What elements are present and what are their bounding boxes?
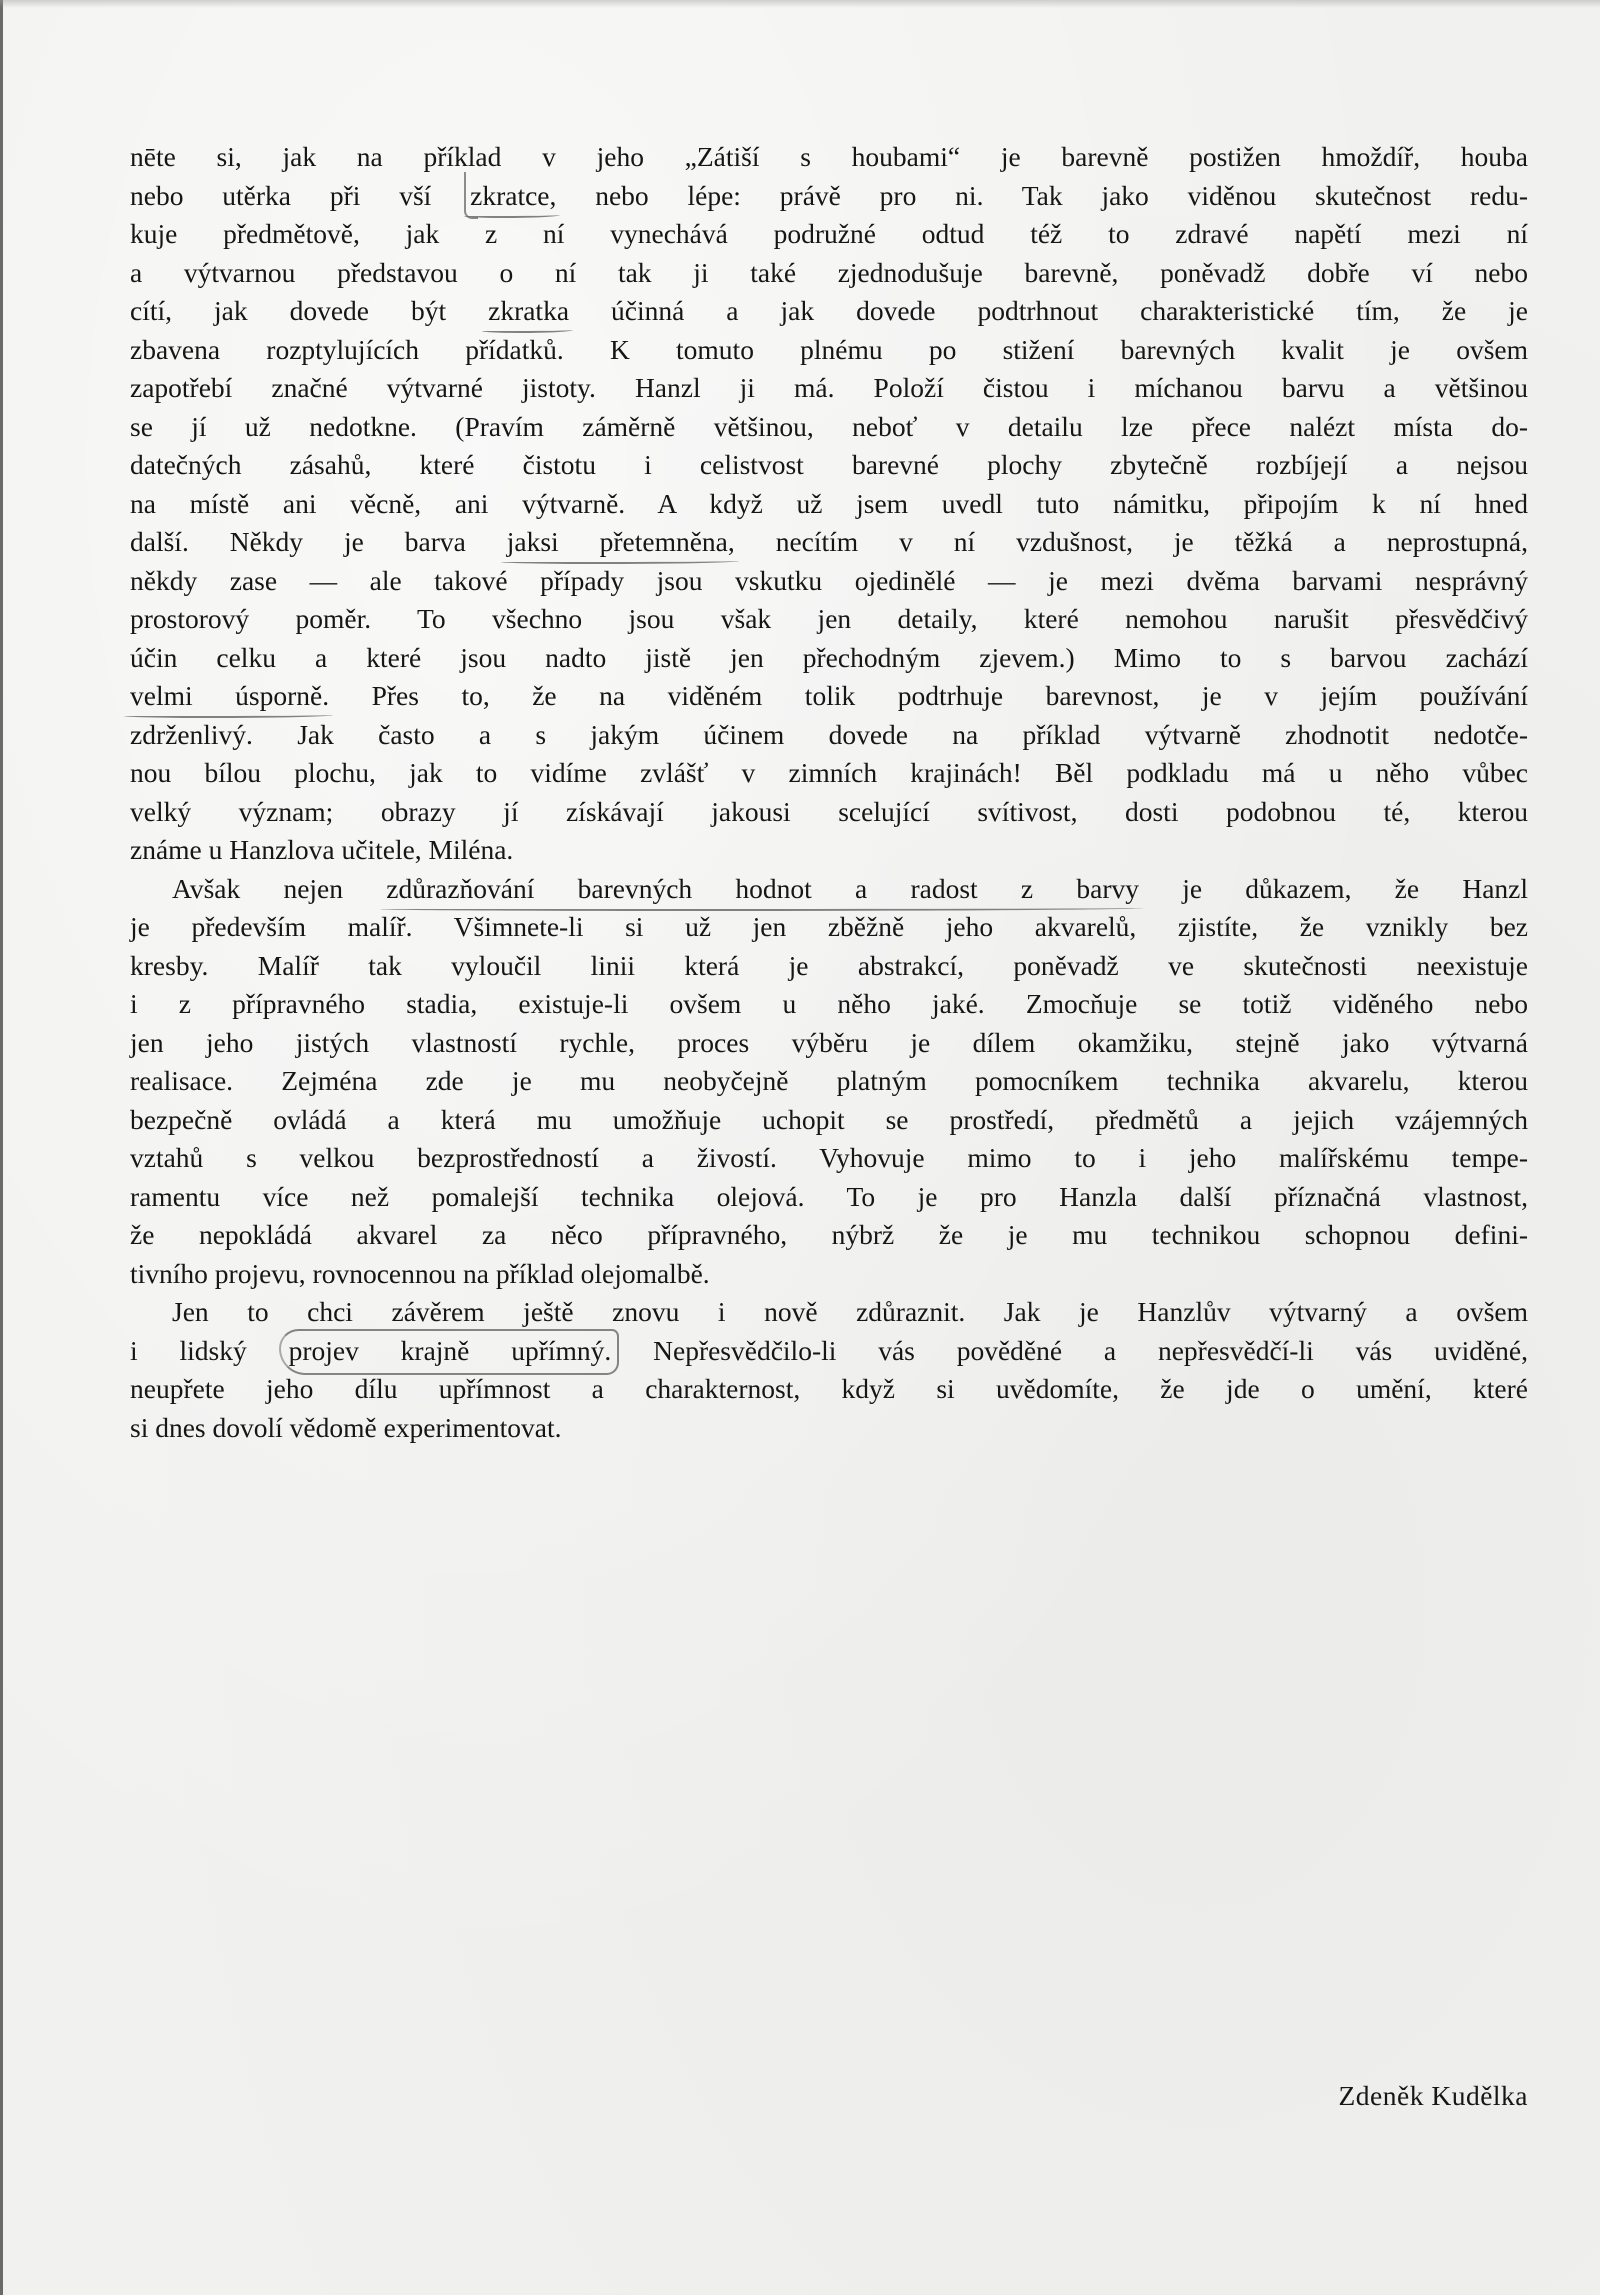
text-line: datečných zásahů, které čistotu i celistvost barevné plochy zbytečně rozbíjejí a nejsou — [130, 449, 1528, 480]
text-line: zbavena rozptylujících přídatků. K tomuto plnému po stižení barevných kvalit je ovšem — [130, 333, 1528, 365]
text-line: nou bílou plochu, jak to vidíme zvlášť v zimních krajinách! Běl podkladu má u něho vůbec — [130, 757, 1528, 788]
text-line: velký význam; obrazy jí získávají jakousi scelující svítivost, dosti podobnou té, kterou — [130, 795, 1528, 827]
text-line: vztahů s velkou bezprostředností a živostí. Vyhovuje mimo to i jeho malířskému tempe- — [130, 1142, 1528, 1173]
text-line: je především malíř. Všimnete-li si už jen zběžně jeho akvarelů, zjistíte, že vznikly bez — [130, 911, 1528, 942]
text-line: jen jeho jistých vlastností rychle, proces výběru je dílem okamžiku, stejně jako výtvarná — [130, 1026, 1528, 1058]
text-line: že nepokládá akvarel za něco přípravného, nýbrž že je mu technikou schopnou defini- — [130, 1219, 1528, 1250]
text-line: zdrženlivý. Jak často a s jakým účinem dovede na příklad výtvarně zhodnotit nedotče- — [130, 718, 1528, 750]
text-line: kresby. Malíř tak vyloučil linii která je abstrakcí, poněvadž ve skutečnosti neexistuje — [130, 949, 1528, 981]
text-line: na místě ani věcně, ani výtvarně. A když už jsem uvedl tuto námitku, připojím k ní hned — [130, 487, 1528, 519]
text-line: bezpečně ovládá a která mu umožňuje uchopit se prostředí, předmětů a jejich vzájemných — [130, 1103, 1528, 1135]
text-line: známe u Hanzlova učitele, Miléna. — [130, 834, 514, 865]
text-line: i lidský projev krajně upřímný. Nepřesvědčilo-li vás pověděné a nepřesvědčí-li vás uviděné, — [130, 1334, 1529, 1366]
underlined-phrase: velmi úsporně. — [130, 680, 330, 711]
underlined-phrase: jaksi přetemněna, — [506, 526, 735, 557]
text-line: a výtvarnou představou o ní tak ji také zjednodušuje barevně, poněvadž dobře ví nebo — [130, 256, 1528, 288]
text-line: ramentu více než pomalejší technika olejová. To je pro Hanzla další příznačná vlastnost, — [130, 1180, 1528, 1212]
text-line: prostorový poměr. To všechno jsou však jen detaily, které nemohou narušit přesvědčivý — [130, 603, 1528, 634]
text-line: velmi úsporně. Přes to, že na viděném tolik podtrhuje barevnost, je v jejím používání — [130, 680, 1528, 711]
text-line: další. Někdy je barva jaksi přetemněna, necítím v ní vzdušnost, je těžká a neprostupná, — [130, 526, 1529, 557]
text-line: zapotřebí značné výtvarné jistoty. Hanzl ji má. Položí čistou i míchanou barvu a většinou — [130, 372, 1528, 403]
circled-phrase: projev krajně upřímný. — [288, 1334, 612, 1366]
article-body — [130, 138, 1528, 1447]
author-signature: Zdeněk Kudělka — [1338, 2080, 1528, 2111]
text-line: nēte si, jak na příklad v jeho „Zátiší s houbami“ je barevně postižen hmoždíř, houba — [130, 141, 1528, 172]
underlined-phrase: zdůrazňování barevných hodnot a radost z barvy — [386, 872, 1139, 904]
page-edge-left — [0, 0, 3, 2295]
text-line: Avšak nejen zdůrazňování barevných hodnot a radost z barvy je důkazem, že Hanzl — [172, 872, 1528, 904]
text-line: neupřete jeho dílu upřímnost a charakternost, když si uvědomíte, že jde o umění, které — [130, 1373, 1528, 1404]
underlined-phrase: zkratce, — [470, 179, 557, 211]
text-line: Jen to chci závěrem ještě znovu i nově zdůraznit. Jak je Hanzlův výtvarný a ovšem — [172, 1296, 1528, 1327]
text-line: se jí už nedotkne. (Pravím záměrně většinou, neboť v detailu lze přece nalézt místa do- — [130, 410, 1528, 442]
text-line: tivního projevu, rovnocennou na příklad olejomalbě. — [130, 1257, 710, 1289]
text-line: účin celku a které jsou nadto jistě jen přechodným zjevem.) Mimo to s barvou zachází — [130, 641, 1528, 673]
text-line: cítí, jak dovede být zkratka účinná a jak dovede podtrhnout charakteristické tím, že je — [130, 295, 1528, 326]
text-line: realisace. Zejména zde je mu neobyčejně platným pomocníkem technika akvarelu, kterou — [130, 1065, 1528, 1096]
text-line: nebo utěrka při vší zkratce, nebo lépe: právě pro ni. Tak jako viděnou skutečnost redu- — [130, 179, 1528, 211]
text-line: někdy zase — ale takové případy jsou vskutku ojedinělé — je mezi dvěma barvami nesprávný — [130, 564, 1528, 596]
text-line: i z přípravného stadia, existuje-li ovšem u něho jaké. Zmocňuje se totiž viděného nebo — [130, 988, 1528, 1019]
underlined-phrase: zkratka — [488, 295, 570, 326]
page-edge-top — [0, 0, 1600, 8]
text-line: kuje předmětově, jak z ní vynechává podružné odtud též to zdravé napětí mezi ní — [130, 218, 1528, 249]
text-line: si dnes dovolí vědomě experimentovat. — [130, 1411, 562, 1443]
